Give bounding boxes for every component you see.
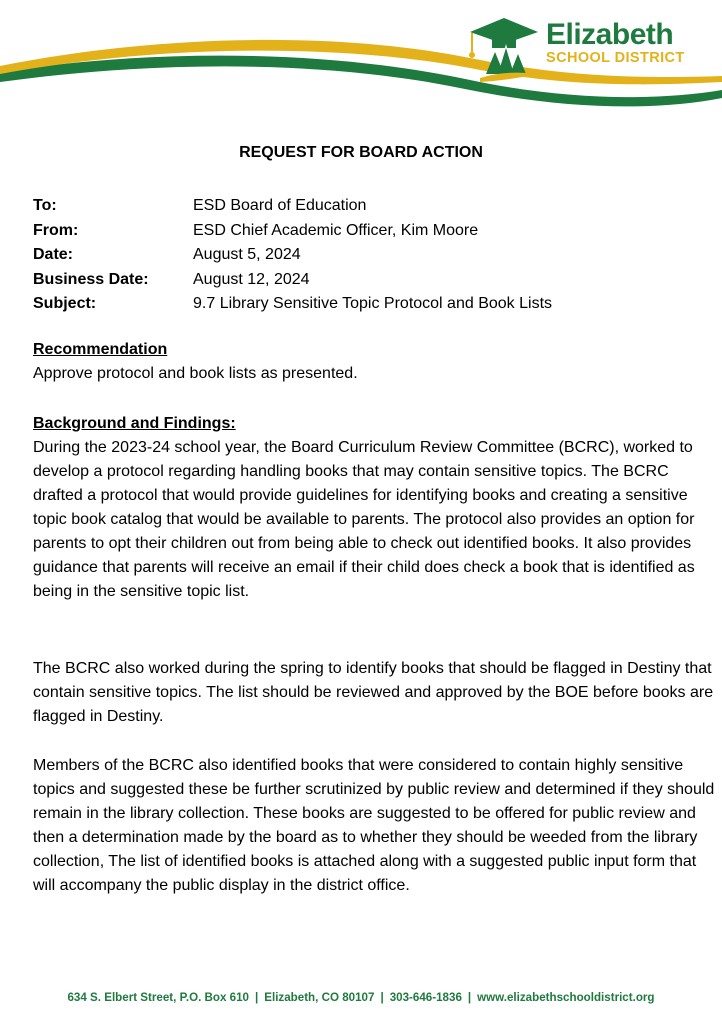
- memo-row-business-date: [33, 268, 552, 293]
- logo-subtitle: SCHOOL DISTRICT: [546, 50, 685, 66]
- footer-separator: |: [255, 991, 259, 1004]
- recommendation-heading: Recommendation: [33, 341, 168, 358]
- background-paragraph-2: The BCRC also worked during the spring to identify books that should be flagged in Destiny that contain sensitive topics. The list should be reviewed and approved by the BOE before books are flagged in Destiny.: [33, 660, 714, 725]
- memo-row-subject: [33, 292, 552, 317]
- memo-value: ESD Board of Education: [193, 197, 367, 214]
- recommendation-section: [33, 338, 713, 386]
- page-footer: [0, 991, 722, 1004]
- footer-city: Elizabeth, CO 80107: [264, 991, 375, 1004]
- letterhead: [0, 0, 722, 120]
- memo-label: From:: [33, 221, 79, 239]
- background-paragraph-1: During the 2023-24 school year, the Board Curriculum Review Committee (BCRC), worked to develop a protocol regarding handling books that may contain sensitive topics. The BCRC drafted a protocol that would provide guidelines for identifying books and creating a sensitive topic book catalog that would be available to parents. The protocol also provides an option for parents to opt their children out from being able to check out identified books. It also provides guidance that parents will receive an email if their child does check a book that is identified as being in the sensitive topic list.: [33, 439, 695, 600]
- memo-label: Subject:: [33, 295, 97, 312]
- memo-label: To:: [33, 197, 57, 214]
- logo-wordmark: [546, 20, 685, 66]
- memo-header: [33, 194, 552, 317]
- background-section: [33, 412, 713, 436]
- background-paragraph-3: Members of the BCRC also identified books that were considered to contain highly sensitive topics and suggested these be further scrutinized by public review and determined if they should remain in the library collection. These books are suggested to be offered for public review and then a determination made by the board as to whether they should be weeded from the library collection, The list of identified books is attached along with a suggested public input form that will accompany the public display in the district office.: [33, 757, 715, 894]
- footer-phone: 303-646-1836: [389, 991, 462, 1004]
- memo-row-to: [33, 194, 552, 219]
- memo-value: 9.7 Library Sensitive Topic Protocol and Book Lists: [193, 295, 553, 312]
- memo-row-from: [33, 219, 552, 244]
- memo-label: Business Date:: [33, 270, 149, 288]
- memo-value: ESD Chief Academic Officer, Kim Moore: [193, 221, 479, 239]
- footer-address: 634 S. Elbert Street, P.O. Box 610: [67, 991, 249, 1004]
- recommendation-text: Approve protocol and book lists as presented.: [33, 365, 358, 382]
- memo-value: August 5, 2024: [193, 246, 301, 263]
- logo-name: Elizabeth: [546, 18, 674, 51]
- memo-row-date: [33, 243, 552, 268]
- background-heading: Background and Findings:: [33, 415, 236, 432]
- footer-separator: |: [380, 991, 384, 1004]
- memo-value: August 12, 2024: [193, 270, 310, 288]
- memo-label: Date:: [33, 246, 74, 263]
- footer-separator: |: [467, 991, 472, 1004]
- footer-website: www.elizabethschooldistrict.org: [477, 991, 655, 1004]
- document-title: REQUEST FOR BOARD ACTION: [239, 144, 483, 161]
